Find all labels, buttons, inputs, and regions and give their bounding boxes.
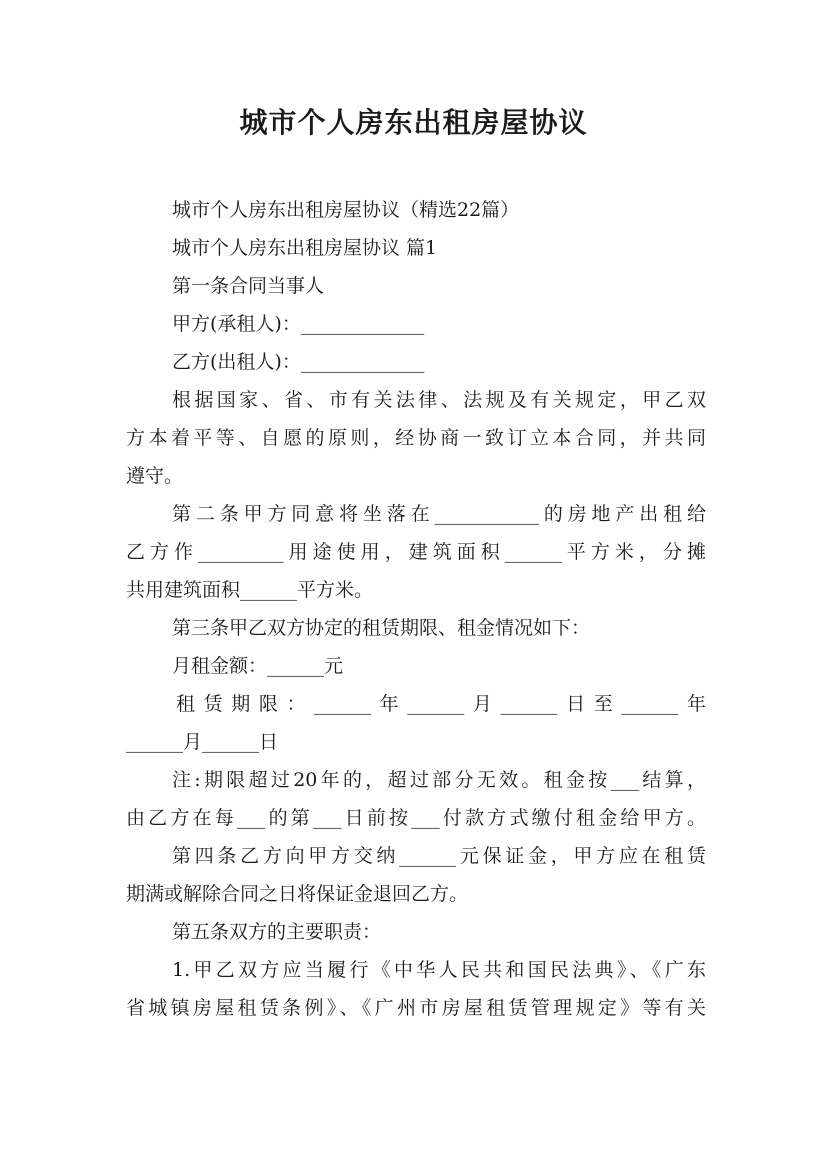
clause-heading: 第一条合同当事人 bbox=[172, 275, 325, 297]
party-b-line: 乙方(出租人)：_____________ bbox=[172, 351, 425, 373]
lease-term-line: 租赁期限：______年______月______日至______年 bbox=[176, 693, 706, 715]
clause-line: 第三条甲乙双方协定的租赁期限、租金情况如下： bbox=[172, 617, 591, 639]
rent-amount-line: 月租金额：______元 bbox=[172, 655, 344, 677]
paragraph-line: 遵守。 bbox=[126, 465, 184, 487]
subtitle-line: 城市个人房东出租房屋协议（精选22篇） bbox=[172, 199, 520, 221]
deposit-line: 期满或解除合同之日将保证金退回乙方。 bbox=[126, 883, 469, 905]
duty-line: 省城镇房屋租赁条例》、《广州市房屋租赁管理规定》等有关 bbox=[126, 997, 706, 1019]
document-title: 城市个人房东出租房屋协议 bbox=[239, 106, 588, 139]
paragraph-line: 乙方作_________用途使用，建筑面积______平方米，分摊 bbox=[126, 541, 706, 563]
paragraph-line: 第二条甲方同意将坐落在___________的房地产出租给 bbox=[172, 503, 706, 525]
document-body bbox=[126, 191, 706, 1027]
note-line: 由乙方在每___的第___日前按___付款方式缴付租金给甲方。 bbox=[126, 807, 706, 829]
party-a-line: 甲方(承租人)：_____________ bbox=[172, 313, 425, 335]
deposit-line: 第四条乙方向甲方交纳______元保证金，甲方应在租赁 bbox=[172, 845, 706, 867]
duty-line: 1.甲乙双方应当履行《中华人民共和国民法典》、《广东 bbox=[172, 959, 706, 981]
clause-heading: 第五条双方的主要职责： bbox=[172, 921, 382, 943]
lease-term-line: ______月______日 bbox=[126, 731, 279, 753]
paragraph-line: 共用建筑面积______平方米。 bbox=[126, 579, 374, 601]
paragraph-line: 根据国家、省、市有关法律、法规及有关规定，甲乙双 bbox=[172, 389, 706, 411]
note-line: 注:期限超过20年的，超过部分无效。租金按___结算， bbox=[172, 769, 706, 791]
paragraph-line: 方本着平等、自愿的原则，经协商一致订立本合同，并共同 bbox=[126, 427, 706, 449]
section-heading: 城市个人房东出租房屋协议 篇1 bbox=[172, 237, 438, 259]
